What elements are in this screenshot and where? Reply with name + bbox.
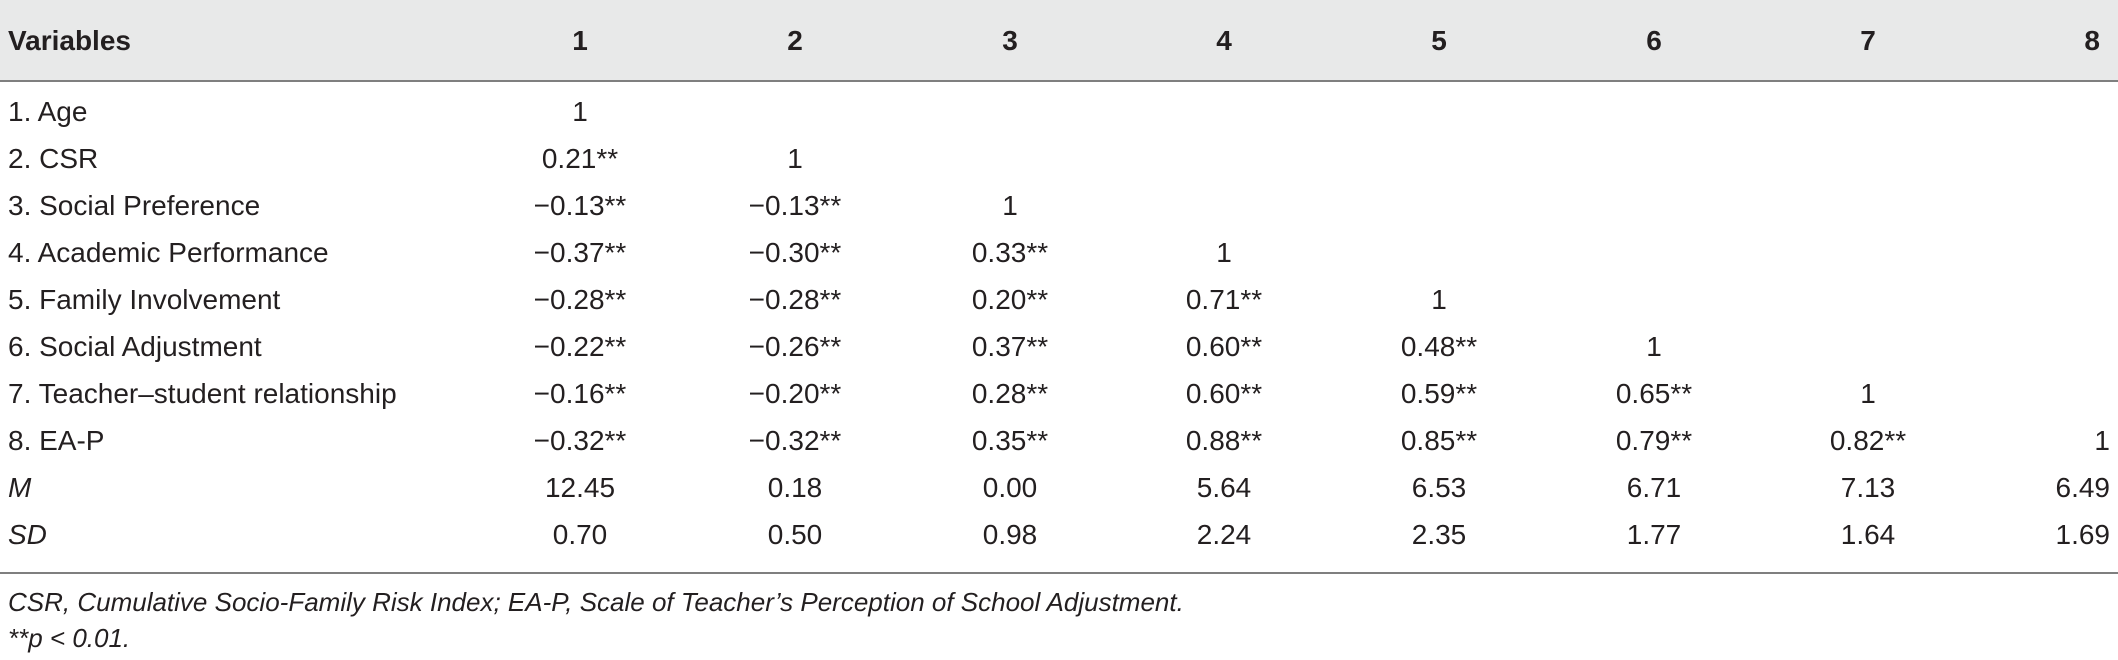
header-col-3: 3 xyxy=(1002,25,1018,56)
table-cell: 0.88** xyxy=(1185,425,1263,456)
table-cell: 0.71** xyxy=(1185,284,1263,315)
table-row xyxy=(0,182,2118,229)
footnote-significance: **p < 0.01. xyxy=(8,623,131,653)
header-col-8: 8 xyxy=(2084,25,2100,56)
table-row xyxy=(0,417,2118,464)
header-col-2: 2 xyxy=(787,25,803,56)
table-cell: −0.28** xyxy=(748,284,842,315)
table-row xyxy=(0,323,2118,370)
table-cell: 1.64 xyxy=(1840,519,1896,550)
table-row xyxy=(0,276,2118,323)
row-label: 7. Teacher–student relationship xyxy=(8,378,397,409)
table-cell: 0.82** xyxy=(1829,425,1907,456)
table-cell: 0.48** xyxy=(1400,331,1478,362)
table-cell: 0.28** xyxy=(971,378,1049,409)
table-row xyxy=(0,229,2118,276)
table-cell: 0.60** xyxy=(1185,378,1263,409)
table-row xyxy=(0,511,2118,558)
table-cell: 0.70 xyxy=(552,519,608,550)
table-cell: −0.16** xyxy=(533,378,627,409)
table-cell: 0.65** xyxy=(1615,378,1693,409)
table-row xyxy=(0,464,2118,511)
table-bottom-rule xyxy=(0,572,2118,574)
table-cell: 0.35** xyxy=(971,425,1049,456)
table-cell: −0.28** xyxy=(533,284,627,315)
table-cell: 1 xyxy=(787,143,803,174)
table-cell: −0.26** xyxy=(748,331,842,362)
table-cell: 2.35 xyxy=(1411,519,1467,550)
row-label: 5. Family Involvement xyxy=(8,284,281,315)
row-label: 6. Social Adjustment xyxy=(8,331,262,362)
table-cell: 6.71 xyxy=(1626,472,1682,503)
table-cell: 1 xyxy=(1002,190,1018,221)
footnote-abbreviations: CSR, Cumulative Socio-Family Risk Index; EA-P, Scale of Teacher’s Perception of School Adjustment. xyxy=(8,587,1184,617)
row-label: 3. Social Preference xyxy=(8,190,261,221)
table-cell: −0.13** xyxy=(748,190,842,221)
table-cell: −0.20** xyxy=(748,378,842,409)
table-cell: 1.77 xyxy=(1626,519,1682,550)
table-cell: 0.50 xyxy=(767,519,823,550)
table-cell: 1 xyxy=(2094,425,2110,456)
table-row xyxy=(0,135,2118,182)
table-cell: 0.20** xyxy=(971,284,1049,315)
row-label: 4. Academic Performance xyxy=(8,237,329,268)
table-cell: −0.22** xyxy=(533,331,627,362)
header-variables: Variables xyxy=(8,25,131,56)
table-cell: 0.98 xyxy=(982,519,1038,550)
table-cell: 0.60** xyxy=(1185,331,1263,362)
header-col-4: 4 xyxy=(1216,25,1232,56)
table-cell: 0.37** xyxy=(971,331,1049,362)
row-label: 8. EA-P xyxy=(8,425,105,456)
table-row xyxy=(0,370,2118,417)
table-cell: 12.45 xyxy=(544,472,616,503)
table-cell: −0.30** xyxy=(748,237,842,268)
table-cell: 6.53 xyxy=(1411,472,1467,503)
table-cell: −0.13** xyxy=(533,190,627,221)
table-cell: −0.37** xyxy=(533,237,627,268)
table-cell: −0.32** xyxy=(533,425,627,456)
table-cell: 0.79** xyxy=(1615,425,1693,456)
header-col-5: 5 xyxy=(1431,25,1447,56)
table-cell: 1 xyxy=(1646,331,1662,362)
table-row xyxy=(0,88,2118,135)
row-label: SD xyxy=(8,519,47,550)
table-cell: 1 xyxy=(1860,378,1876,409)
table-cell: 0.85** xyxy=(1400,425,1478,456)
table-cell: 0.18 xyxy=(767,472,823,503)
table-cell: 1 xyxy=(1431,284,1447,315)
header-col-6: 6 xyxy=(1646,25,1662,56)
table-cell: −0.32** xyxy=(748,425,842,456)
table-cell: 1 xyxy=(572,96,588,127)
row-label: 1. Age xyxy=(8,96,88,127)
header-col-7: 7 xyxy=(1860,25,1876,56)
table-cell: 0.59** xyxy=(1400,378,1478,409)
table-cell: 0.33** xyxy=(971,237,1049,268)
table-cell: 2.24 xyxy=(1196,519,1252,550)
table-cell: 0.00 xyxy=(982,472,1038,503)
row-label: 2. CSR xyxy=(8,143,99,174)
table-cell: 6.49 xyxy=(2055,472,2110,503)
row-label: M xyxy=(8,472,32,503)
header-col-1: 1 xyxy=(572,25,588,56)
table-cell: 1 xyxy=(1216,237,1232,268)
table-cell: 5.64 xyxy=(1196,472,1252,503)
table-cell: 1.69 xyxy=(2055,519,2110,550)
table-cell: 0.21** xyxy=(541,143,619,174)
table-cell: 7.13 xyxy=(1840,472,1896,503)
